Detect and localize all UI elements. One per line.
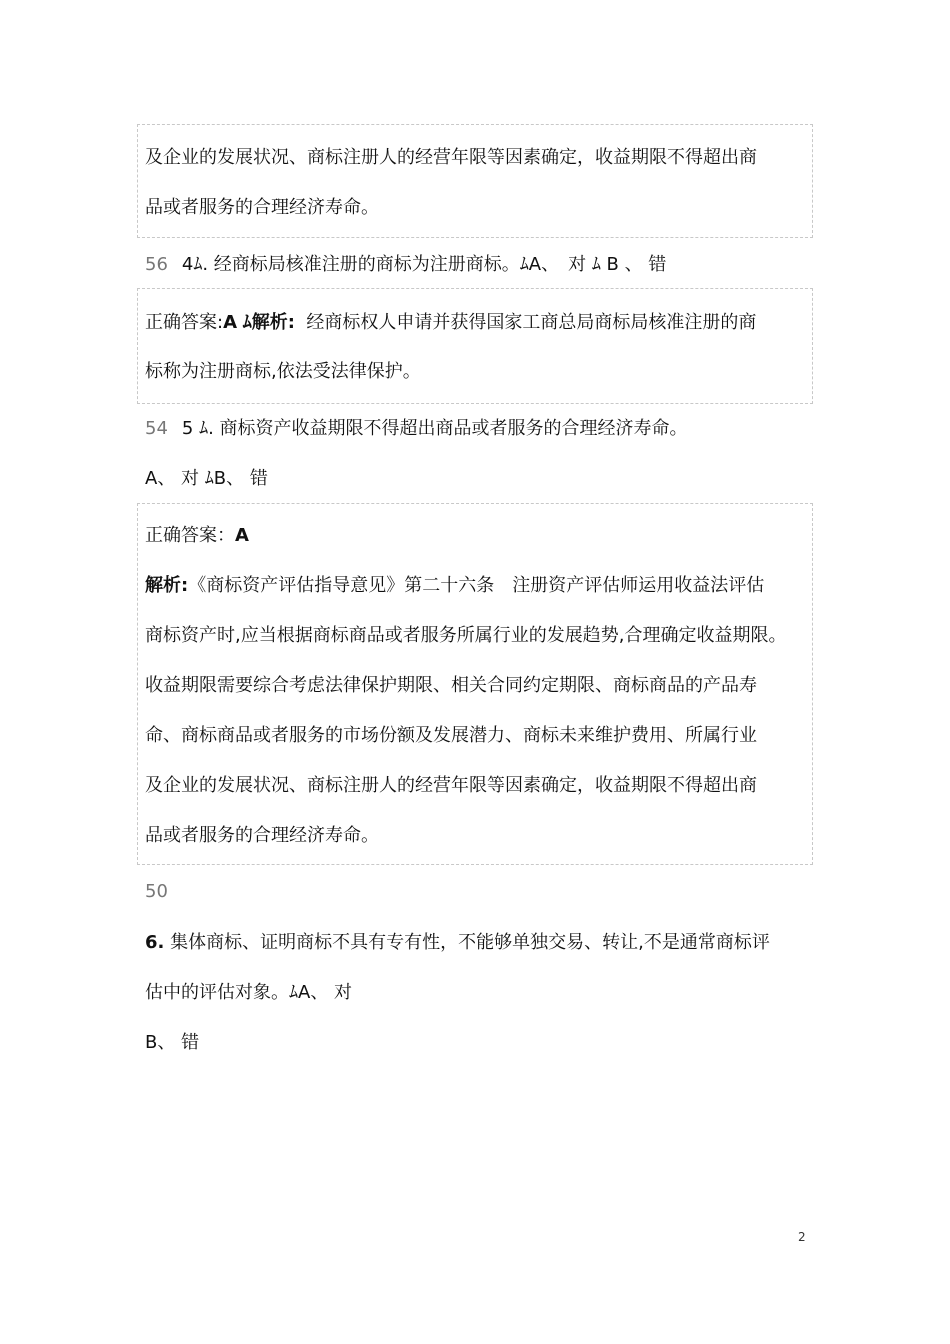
explanation-box-continued bbox=[137, 124, 813, 238]
question-6-option-b: B、 错 bbox=[145, 1032, 200, 1053]
analysis-line: 品或者服务的合理经济寿命。 bbox=[145, 825, 379, 846]
answer-box-q4 bbox=[137, 288, 813, 404]
answer-value: A bbox=[235, 525, 249, 546]
analysis-line: 及企业的发展状况、商标注册人的经营年限等因素确定，收益期限不得超出商 bbox=[145, 775, 757, 796]
analysis-label: 解析: bbox=[145, 575, 189, 596]
explanation-line: 及企业的发展状况、商标注册人的经营年限等因素确定，收益期限不得超出商 bbox=[145, 147, 757, 168]
question-text: 4ﾑ. 经商标局核准注册的商标为注册商标。ﾑA、 对 ﾑ B 、 错 bbox=[181, 254, 667, 275]
analysis-text: 经商标权人申请并获得国家工商总局商标局核准注册的商 bbox=[306, 312, 757, 333]
analysis-line: 收益期限需要综合考虑法律保护期限、相关合同约定期限、商标商品的产品寿 bbox=[145, 675, 757, 696]
question-text: 5 ﾑ. 商标资产收益期限不得超出商品或者服务的合理经济寿命。 bbox=[181, 418, 688, 439]
question-6 bbox=[145, 931, 770, 955]
answer-value: A bbox=[223, 312, 238, 333]
analysis-text: 《商标资产评估指导意见》第二十六条 注册资产评估师运用收益法评估 bbox=[188, 575, 765, 596]
analysis-line: 标称为注册商标,依法受法律保护。 bbox=[145, 361, 421, 382]
page-number: 2 bbox=[798, 1230, 806, 1244]
answer-label: 正确答案： bbox=[145, 525, 235, 546]
question-4 bbox=[145, 253, 666, 277]
question-id: 56 bbox=[145, 254, 168, 275]
answer-line bbox=[145, 524, 249, 548]
question-number: 6. bbox=[145, 932, 165, 953]
analysis-line: 商标资产时,应当根据商标商品或者服务所属行业的发展趋势,合理确定收益期限。 bbox=[145, 625, 787, 646]
question-id: 54 bbox=[145, 418, 168, 439]
analysis-line bbox=[145, 574, 764, 598]
question-6-line2: 估中的评估对象。ﾑA、 对 bbox=[145, 982, 353, 1003]
explanation-line: 品或者服务的合理经济寿命。 bbox=[145, 197, 379, 218]
item-id: 50 bbox=[145, 881, 168, 902]
question-5-options: A、 对 ﾑB、 错 bbox=[145, 468, 268, 489]
question-5 bbox=[145, 417, 688, 441]
answer-line bbox=[145, 311, 756, 335]
analysis-label: ﾑ解析: bbox=[242, 312, 295, 333]
answer-label: 正确答案: bbox=[145, 312, 224, 333]
analysis-line: 命、商标商品或者服务的市场份额及发展潜力、商标未来维护费用、所属行业 bbox=[145, 725, 757, 746]
question-text: 集体商标、证明商标不具有专有性，不能够单独交易、转让,不是通常商标评 bbox=[170, 932, 770, 953]
